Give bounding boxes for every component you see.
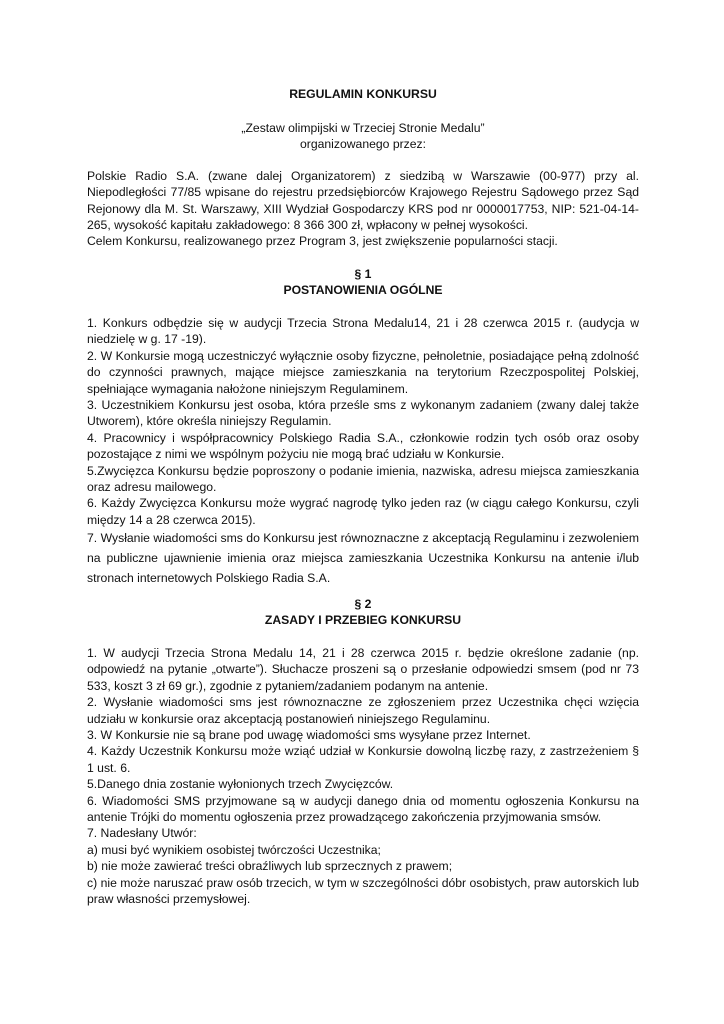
document-title: REGULAMIN KONKURSU [289,87,437,101]
section-2-heading: ZASADY I PRZEBIEG KONKURSU [264,613,462,627]
section-1-item: 6. Każdy Zwycięzca Konkursu może wygrać nagrodę tylko jeden raz (w ciągu całego Konkursu, czyli między 14 a 28 czerwca 2015). [87,496,639,527]
section-2-item: c) nie może naruszać praw osób trzecich, w tym w szczególności dóbr osobistych, praw autorskich lub praw własności przemysłowej. [87,875,639,907]
section-1-item: 7. Wysłanie wiadomości sms do Konkursu jest równoznaczne z akceptacją Regulaminu i zezwoleniem na publiczne ujawnienie imienia oraz miejsca zamieszkania Uczestnika Konkursu na antenie i/lub stronach internetowych Polskiego Radia S.A. [87,531,639,586]
section-1-item: 4. Pracownicy i współpracownicy Polskiego Radia S.A., członkowie rodzin tych osób oraz osoby pozostające z nimi we wspólnym pożyciu nie mogą brać udziału w Konkursie. [87,430,639,462]
section-2-item: 2. Wysłanie wiadomości sms jest równoznaczne ze zgłoszeniem przez Uczestnika chęci wzięcia udziału w konkursie oraz akceptacją postanowień niniejszego Regulaminu. [87,695,639,726]
section-2-body [87,645,639,908]
section-2-item: b) nie może zawierać treści obraźliwych lub sprzecznych z prawem; [87,859,453,874]
organizer-paragraph: Polskie Radio S.A. (zwane dalej Organizatorem) z siedzibą w Warszawie (00-977) przy al. Niepodległości 77/85 wpisane do rejestru przedsiębiorców Krajowego Rejestru Sądowego przez Sąd Rejonowy dla M. St. Warszawy, XIII Wydział Gospodarczy KRS pod nr 0000017753, NIP: 521-04-14-265, wysokość kapitału zakładowego: 8 366 300 zł, wpłacony w pełnej wysokości. [87,169,639,233]
goal-paragraph: Celem Konkursu, realizowanego przez Program 3, jest zwiększenie popularności stacji. [87,234,558,248]
section-2-item: 5.Danego dnia zostanie wyłonionych trzech Zwycięzców. [87,777,394,792]
section-1-item: 3. Uczestnikiem Konkursu jest osoba, która prześle sms z wykonanym zadaniem (zwany dalej także Utworem), które określa niniejszy Regulamin. [87,398,639,429]
section-2-item: 1. W audycji Trzecia Strona Medalu 14, 21 i 28 czerwca 2015 r. będzie określone zadanie (np. odpowiedź na pytanie „otwarte”). Słuchacze proszeni są o przesłanie odpowiedzi smsem (pod nr 73 533, koszt 3 zł 69 gr.), zgodnie z pytaniem/zadaniem podanym na antenie. [87,646,639,693]
section-1-item: 5.Zwycięzca Konkursu będzie poproszony o podanie imienia, nazwiska, adresu miejsca zamieszkania oraz adresu mailowego. [87,463,639,495]
section-2-item: 4. Każdy Uczestnik Konkursu może wziąć udział w Konkursie dowolną liczbę razy, z zastrzeżeniem § 1 ust. 6. [87,744,639,775]
section-2-item: a) musi być wynikiem osobistej twórczości Uczestnika; [87,842,381,857]
section-2-item: 6. Wiadomości SMS przyjmowane są w audycji danego dnia od momentu ogłoszenia Konkursu na antenie Trójki do momentu ogłoszenia przez prowadzącego zakończenia przyjmowania smsów. [87,793,639,825]
section-1-number: § 1 [354,267,372,281]
section-1-item: 2. W Konkursie mogą uczestniczyć wyłącznie osoby fizyczne, pełnoletnie, posiadające pełną zdolność do czynności prawnych, mające miejsce zamieszkania na terytorium Rzeczpospolitej Polskiej, spełniające wymagania nałożone niniejszym Regulaminem. [87,348,639,396]
section-1-heading: POSTANOWIENIA OGÓLNE [283,283,443,297]
section-1-item: 1. Konkurs odbędzie się w audycji Trzecia Strona Medalu14, 21 i 28 czerwca 2015 r. (audycja w niedzielę w g. 17 -19). [87,316,639,347]
section-2-item: 7. Nadesłany Utwór: [87,826,197,841]
section-1-body [87,315,639,588]
section-2-item: 3. W Konkursie nie są brane pod uwagę wiadomości sms wysyłane przez Internet. [87,728,531,743]
section-2-number: § 2 [354,597,372,611]
contest-name: „Zestaw olimpijski w Trzeciej Stronie Medalu” [241,121,485,135]
organizer-label: organizowanego przez: [299,137,427,151]
